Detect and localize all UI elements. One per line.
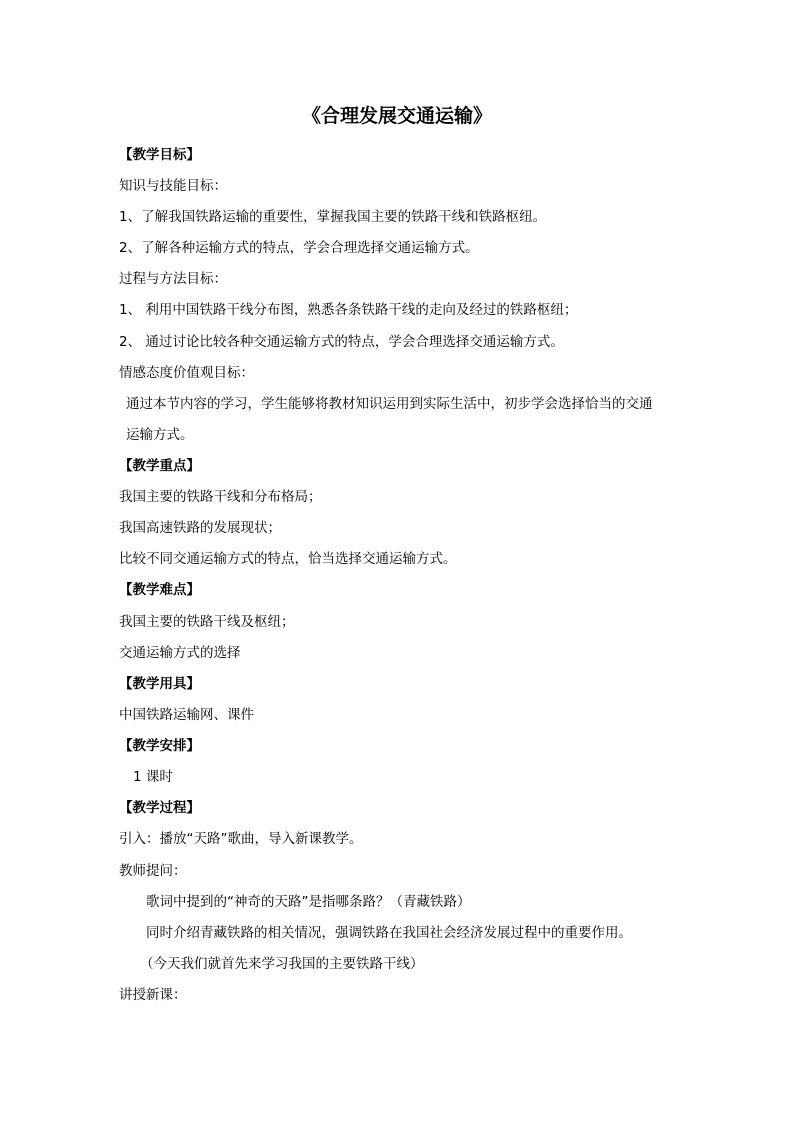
new-lesson-label: 讲授新课： [119, 987, 187, 1003]
process-label: 过程与方法目标： [119, 271, 227, 287]
knowledge-item: 2、了解各种运输方式的特点，学会合理选择交通运输方式。 [119, 240, 479, 256]
key-points-heading: 【教学重点】 [119, 458, 200, 474]
key-point-item: 我国主要的铁路干线和分布格局； [119, 489, 322, 505]
schedule-heading: 【教学安排】 [119, 738, 200, 754]
key-point-item: 比较不同交通运输方式的特点，恰当选择交通运输方式。 [119, 551, 457, 567]
difficulties-heading: 【教学难点】 [119, 582, 200, 598]
teacher-question: 歌词中提到的“神奇的天路”是指哪条路？（青藏铁路） [146, 894, 471, 910]
process-item: 2、 通过讨论比较各种交通运输方式的特点，学会合理选择交通运输方式。 [119, 334, 564, 350]
knowledge-item: 1、了解我国铁路运输的重要性，掌握我国主要的铁路干线和铁路枢纽。 [119, 209, 547, 225]
process-item: 1、 利用中国铁路干线分布图，熟悉各条铁路干线的走向及经过的铁路枢纽； [119, 302, 578, 318]
process-heading: 【教学过程】 [119, 800, 200, 816]
difficulty-item: 交通运输方式的选择 [119, 645, 241, 661]
emotion-line: 通过本节内容的学习，学生能够将教材知识运用到实际生活中，初步学会选择恰当的交通 [126, 396, 653, 412]
objectives-heading: 【教学目标】 [119, 147, 200, 163]
emotion-line: 运输方式。 [126, 427, 194, 443]
teacher-label: 教师提问： [119, 863, 187, 879]
process-intro-text: 同时介绍青藏铁路的相关情况，强调铁路在我国社会经济发展过程中的重要作用。 [146, 925, 632, 941]
document-title: 《合理发展交通运输》 [301, 105, 492, 127]
process-intro: 引入：播放“天路”歌曲，导入新课教学。 [119, 831, 363, 847]
tools-heading: 【教学用具】 [119, 676, 200, 692]
difficulty-item: 我国主要的铁路干线及枢纽； [119, 614, 295, 630]
tools-text: 中国铁路运输网、课件 [119, 707, 254, 723]
schedule-text: 1 课时 [133, 769, 173, 785]
key-point-item: 我国高速铁路的发展现状； [119, 520, 281, 536]
knowledge-label: 知识与技能目标： [119, 178, 227, 194]
emotion-label: 情感态度价值观目标： [119, 365, 254, 381]
process-transition: （今天我们就首先来学习我国的主要铁路干线） [140, 956, 424, 972]
